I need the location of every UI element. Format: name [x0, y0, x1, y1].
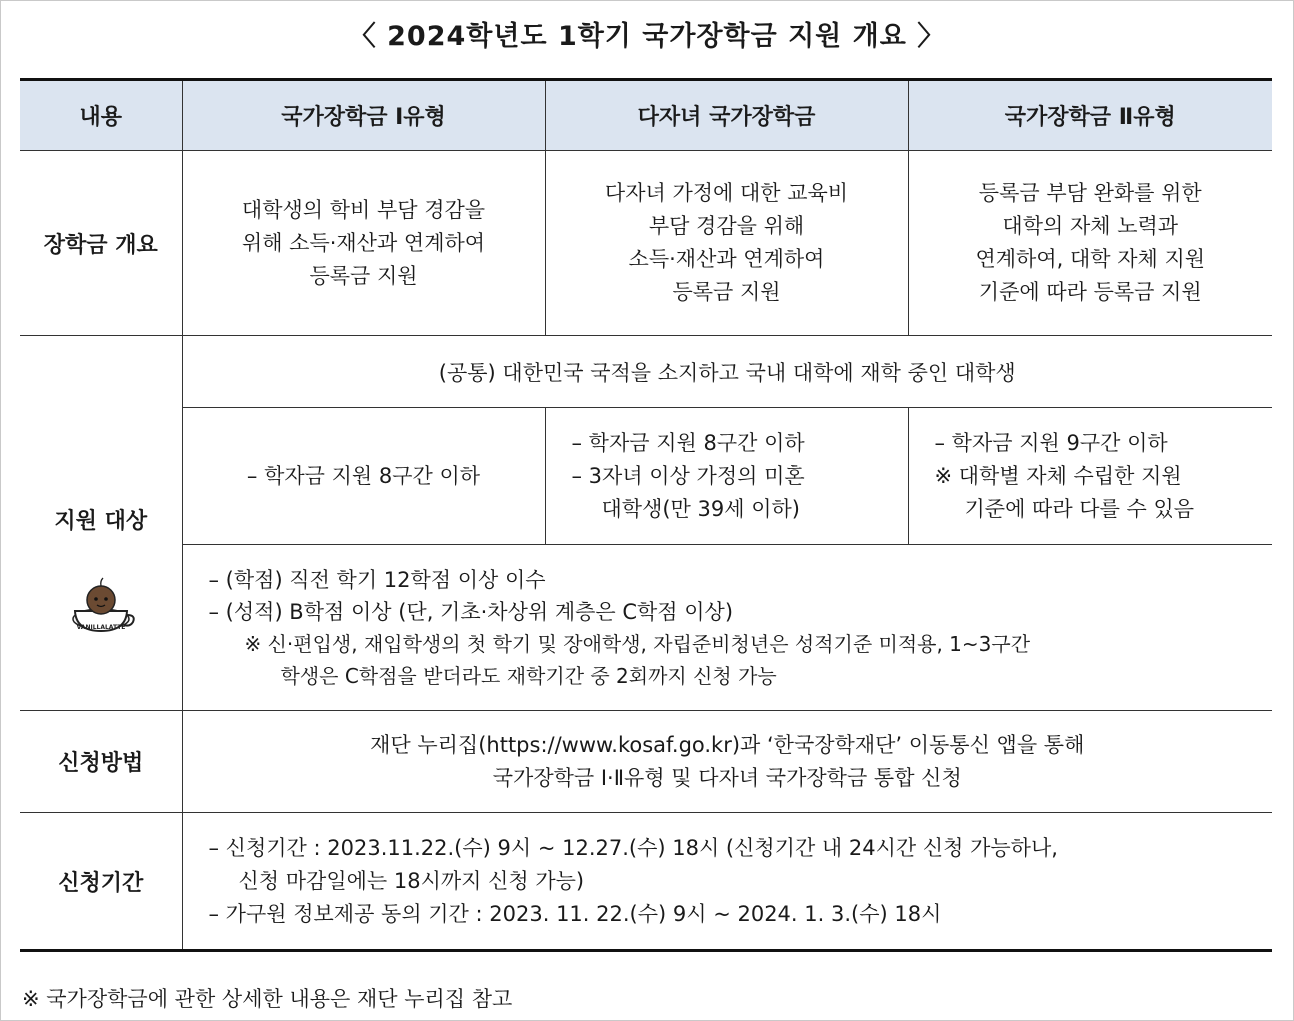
- text-line: – 학자금 지원 8구간 이하: [246, 463, 481, 488]
- header-content: 내용: [20, 80, 182, 151]
- text-line: – 학자금 지원 8구간 이하: [571, 430, 805, 455]
- text-line: ※ 대학별 자체 수립한 지원: [934, 463, 1182, 488]
- grade-note-line: 학생은 C학점을 받더라도 재학기간 중 2회까지 신청 가능: [280, 663, 777, 688]
- target-type2: [908, 408, 1272, 545]
- period-content: [182, 813, 1272, 951]
- header-row: [20, 80, 1272, 151]
- text-line: 등록금 부담 완화를 위한: [978, 181, 1202, 205]
- overview-multi-child: [545, 151, 908, 336]
- text-line: 대학의 자체 노력과: [1002, 214, 1179, 238]
- overview-table: [20, 78, 1272, 952]
- text-line: 등록금 지원: [672, 280, 781, 304]
- method-content: [182, 711, 1272, 813]
- target-multi-child: [545, 408, 908, 545]
- header-multi-child: 다자녀 국가장학금: [545, 80, 908, 151]
- text-line: 위해 소득·재산과 연계하여: [241, 230, 486, 255]
- text-line: – 학자금 지원 9구간 이하: [934, 430, 1168, 455]
- text-line: 국가장학금 Ⅰ·Ⅱ유형 및 다자녀 국가장학금 통합 신청: [492, 765, 962, 790]
- text-line: 신청 마감일에는 18시까지 신청 가능): [238, 868, 585, 893]
- text-line: 대학생의 학비 부담 경감을: [241, 197, 486, 222]
- row-label-target-text: 지원 대상: [54, 509, 148, 534]
- row-label-period: 신청기간: [20, 813, 182, 951]
- text-line: – 신청기간 : 2023.11.22.(수) 9시 ~ 12.27.(수) 18시 (신청기간 내 24시간 신청 가능하나,: [208, 835, 1058, 860]
- target-common: (공통) 대한민국 국적을 소지하고 국내 대학에 재학 중인 대학생: [182, 336, 1272, 408]
- target-grade-row: [20, 545, 1272, 711]
- text-line: 부담 경감을 위해: [648, 214, 805, 238]
- coffee-cup-logo: [66, 575, 136, 637]
- overview-row: [20, 151, 1272, 336]
- text-line: 연계하여, 대학 자체 지원: [975, 247, 1206, 271]
- overview-type1: [182, 151, 545, 336]
- svg-text:VANILLALATTE: VANILLALATTE: [76, 624, 126, 631]
- text-line: – (학점) 직전 학기 12학점 이상 이수: [208, 567, 546, 592]
- text-line: – 가구원 정보제공 동의 기간 : 2023. 11. 22.(수) 9시 ~ 2024. 1. 3.(수) 18시: [208, 901, 942, 926]
- row-label-overview: 장학금 개요: [20, 151, 182, 336]
- row-label-target: [20, 336, 182, 711]
- grade-note-line: ※ 신·편입생, 재입학생의 첫 학기 및 장애학생, 자립준비청년은 성적기준 미적용, 1~3구간: [244, 631, 1031, 656]
- text-line: 기준에 따라 다를 수 있음: [964, 496, 1195, 521]
- text-line: 재단 누리집(https://www.kosaf.go.kr)과 ‘한국장학재단’ 이동통신 앱을 통해: [370, 732, 1085, 757]
- text-line: – 3자녀 이상 가정의 미혼: [571, 463, 805, 488]
- target-common-row: [20, 336, 1272, 408]
- text-line: 대학생(만 39세 이하): [601, 496, 800, 521]
- footnote: ※ 국가장학금에 관한 상세한 내용은 재단 누리집 참고: [22, 987, 513, 1011]
- text-line: 다자녀 가정에 대한 교육비: [604, 181, 849, 205]
- header-type1: 국가장학금 Ⅰ유형: [182, 80, 545, 151]
- target-grades: [182, 545, 1272, 711]
- period-row: [20, 813, 1272, 951]
- overview-type2: [908, 151, 1272, 336]
- text-line: 소득·재산과 연계하여: [628, 247, 825, 271]
- page-title: 〈 2024학년도 1학기 국가장학금 지원 개요 〉: [348, 21, 946, 52]
- text-line: – (성적) B학점 이상 (단, 기초·차상위 계층은 C학점 이상): [208, 599, 734, 624]
- target-income-row: [20, 408, 1272, 545]
- method-row: [20, 711, 1272, 813]
- row-label-method: 신청방법: [20, 711, 182, 813]
- text-line: 기준에 따라 등록금 지원: [978, 280, 1202, 304]
- header-type2: 국가장학금 Ⅱ유형: [908, 80, 1272, 151]
- text-line: 등록금 지원: [309, 263, 418, 288]
- target-type1: [182, 408, 545, 545]
